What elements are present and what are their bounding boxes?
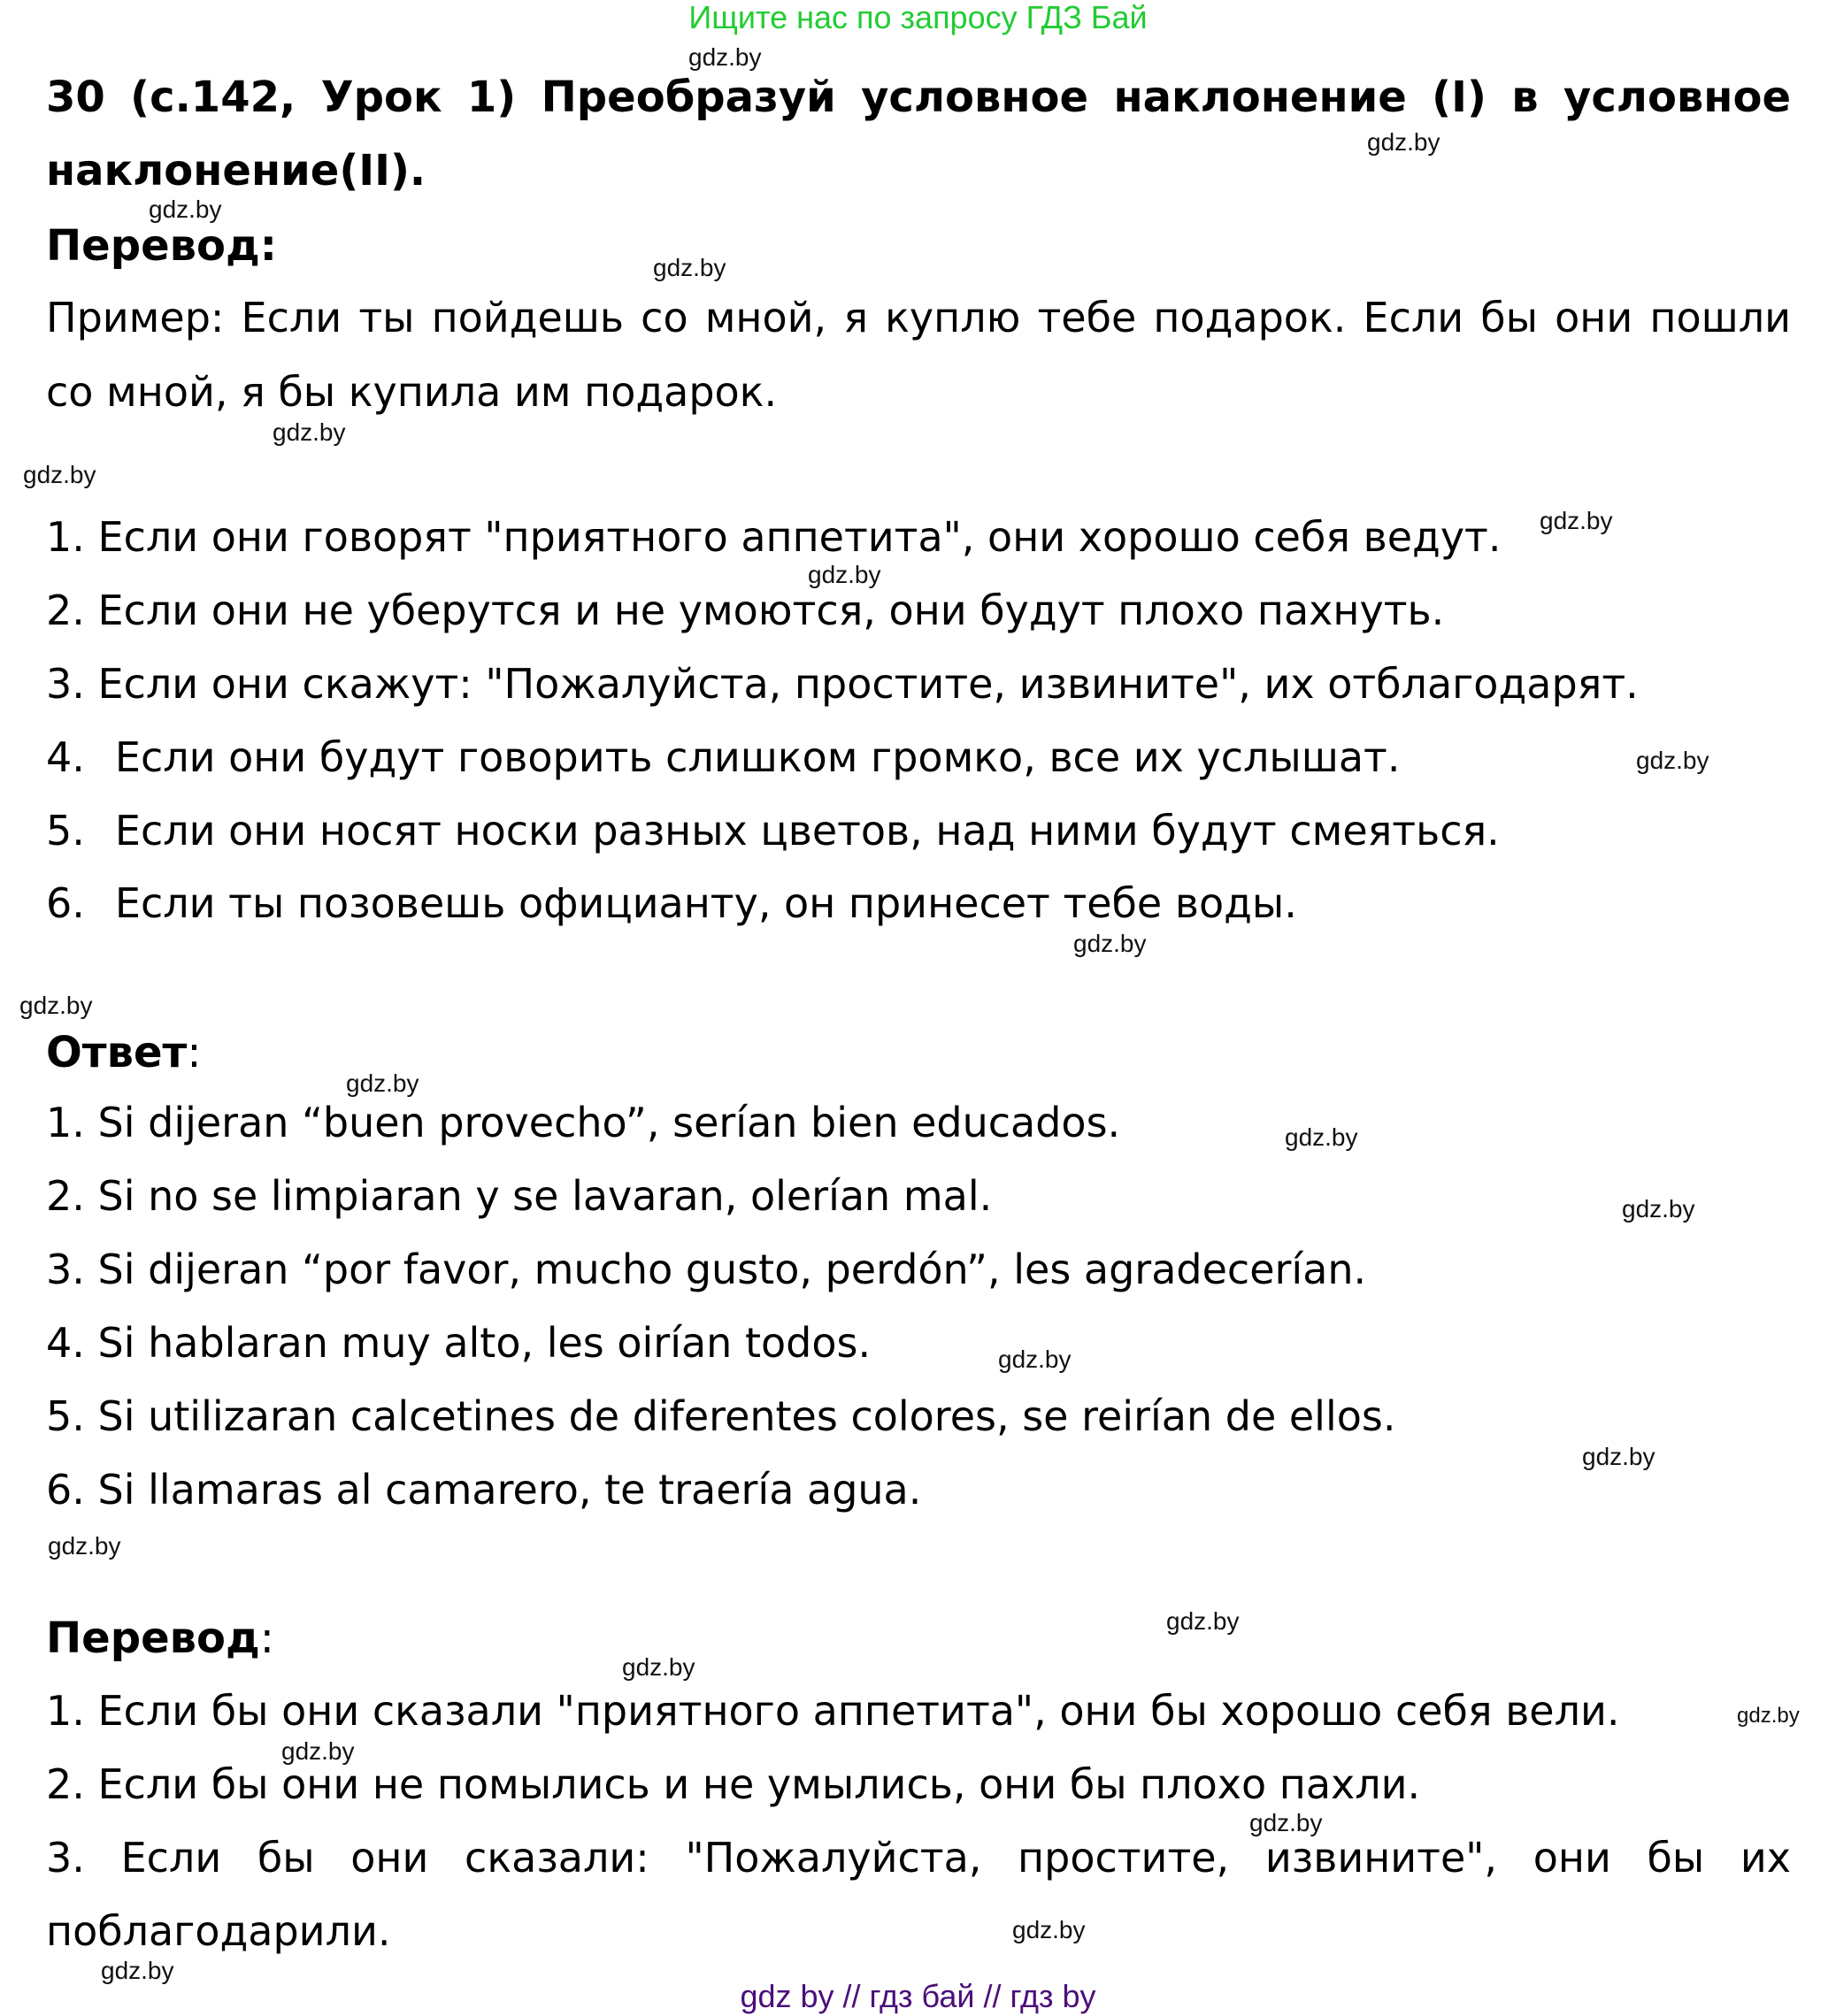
watermark: gdz.by: [653, 254, 726, 281]
answer-item-5: [46, 1391, 1395, 1442]
translation-item-5: [46, 805, 1500, 856]
answer-translation-heading-colon: :: [259, 1614, 274, 1663]
item-text: Если они скажут: "Пожалуйста, простите, извините", их отблагодарят.: [97, 660, 1639, 708]
item-text: Si hablaran muy alto, les oirían todos.: [97, 1319, 872, 1367]
item-text: Если бы они сказали: "Пожалуйста, простите, извините", они бы их: [120, 1834, 1792, 1882]
item-text: Если ты позовешь официанту, он принесет тебе воды.: [114, 879, 1297, 927]
translation-item-1: [46, 511, 1501, 563]
task-title-line-1: 30 (с.142, Урок 1) Преобразуй условное наклонение (I) в условное: [46, 73, 1791, 122]
watermark: gdz.by: [1737, 1704, 1800, 1728]
item-number: 1.: [46, 1687, 85, 1735]
answer-heading-colon: :: [187, 1028, 202, 1077]
watermark: gdz.by: [1582, 1443, 1655, 1470]
answer-item-4: [46, 1317, 871, 1368]
translation-item-3: [46, 658, 1639, 709]
item-text: Si llamaras al camarero, te traería agua.: [97, 1466, 922, 1514]
item-text: Si utilizaran calcetines de diferentes colores, se reirían de ellos.: [97, 1392, 1396, 1440]
answer-translation-item-3-continued: [46, 1905, 391, 1957]
item-number: 4.: [46, 733, 85, 781]
translation-heading-colon: :: [259, 221, 277, 271]
item-text: Если они носят носки разных цветов, над ними будут смеяться.: [114, 807, 1500, 855]
translation-heading-text: Перевод: [46, 221, 260, 271]
watermark: gdz.by: [1285, 1123, 1358, 1151]
watermark: gdz.by: [149, 195, 222, 223]
item-text: Si dijeran “buen provecho”, serían bien educados.: [97, 1099, 1121, 1146]
item-number: 6.: [46, 879, 85, 927]
answer-item-2: [46, 1170, 992, 1222]
watermark: gdz.by: [1073, 930, 1147, 957]
answer-translation-item-1: [46, 1685, 1620, 1736]
translation-item-4: [46, 732, 1400, 783]
answer-translation-item-3: [46, 1832, 1791, 1883]
answer-item-1: [46, 1097, 1120, 1148]
item-number: 6.: [46, 1466, 85, 1514]
item-number: 2.: [46, 586, 85, 634]
watermark: gdz.by: [1367, 128, 1440, 156]
watermark: gdz.by: [23, 461, 96, 488]
example-line-1: Пример: Если ты пойдешь со мной, я куплю тебе подарок. Если бы они пошли: [46, 294, 1791, 341]
answer-item-6: [46, 1464, 921, 1515]
watermark: gdz.by: [19, 992, 93, 1019]
answer-heading: [46, 1026, 202, 1079]
watermark: gdz.by: [1166, 1607, 1240, 1635]
item-number: 3.: [46, 660, 85, 708]
item-text: Если бы они не помылись и не умылись, они бы плохо пахли.: [97, 1760, 1421, 1808]
item-text: Если они говорят "приятного аппетита", они хорошо себя ведут.: [97, 513, 1502, 561]
item-text: Si no se limpiaran y se lavaran, olerían mal.: [97, 1172, 993, 1220]
answer-translation-item-2: [46, 1759, 1420, 1810]
footer-site-links: gdz by // гдз бай // гдз by: [740, 1978, 1096, 2014]
watermark: gdz.by: [688, 43, 762, 71]
watermark: gdz.by: [48, 1532, 121, 1560]
watermark: gdz.by: [622, 1653, 695, 1681]
item-number: 5.: [46, 807, 85, 855]
watermark: gdz.by: [1540, 507, 1613, 534]
watermark: gdz.by: [998, 1345, 1072, 1373]
watermark: gdz.by: [1012, 1916, 1086, 1943]
answer-heading-text: Ответ: [46, 1028, 188, 1077]
watermark: gdz.by: [281, 1737, 355, 1765]
translation-heading: [46, 219, 277, 272]
item-text: поблагодарили.: [46, 1907, 391, 1955]
item-number: 1.: [46, 513, 85, 561]
watermark: gdz.by: [273, 418, 346, 446]
item-number: 2.: [46, 1172, 85, 1220]
example-line-2: со мной, я бы купила им подарок.: [46, 368, 778, 416]
item-number: 5.: [46, 1392, 85, 1440]
answer-translation-heading-text: Перевод: [46, 1614, 260, 1663]
translation-item-6: [46, 878, 1297, 929]
item-text: Если они будут говорить слишком громко, все их услышат.: [114, 733, 1401, 781]
item-number: 2.: [46, 1760, 85, 1808]
item-number: 1.: [46, 1099, 85, 1146]
item-text: Если они не уберутся и не умоются, они будут плохо пахнуть.: [97, 586, 1445, 634]
watermark: gdz.by: [1622, 1195, 1695, 1223]
answer-item-3: [46, 1244, 1366, 1295]
item-number: 3.: [46, 1246, 85, 1293]
item-number: 3.: [46, 1834, 85, 1882]
item-text: Si dijeran “por favor, mucho gusto, perdón”, les agradecerían.: [97, 1246, 1367, 1293]
item-number: 4.: [46, 1319, 85, 1367]
watermark: gdz.by: [346, 1069, 419, 1097]
watermark: gdz.by: [808, 561, 881, 588]
watermark: gdz.by: [1636, 747, 1709, 774]
translation-item-2: [46, 585, 1444, 636]
watermark: gdz.by: [1249, 1809, 1323, 1836]
task-title-line-2: наклонение(II).: [46, 146, 426, 195]
item-text: Если бы они сказали "приятного аппетита", они бы хорошо себя вели.: [97, 1687, 1620, 1735]
answer-translation-heading: [46, 1612, 274, 1665]
search-banner: Ищите нас по запросу ГДЗ Бай: [688, 0, 1148, 35]
watermark: gdz.by: [101, 1957, 174, 1984]
